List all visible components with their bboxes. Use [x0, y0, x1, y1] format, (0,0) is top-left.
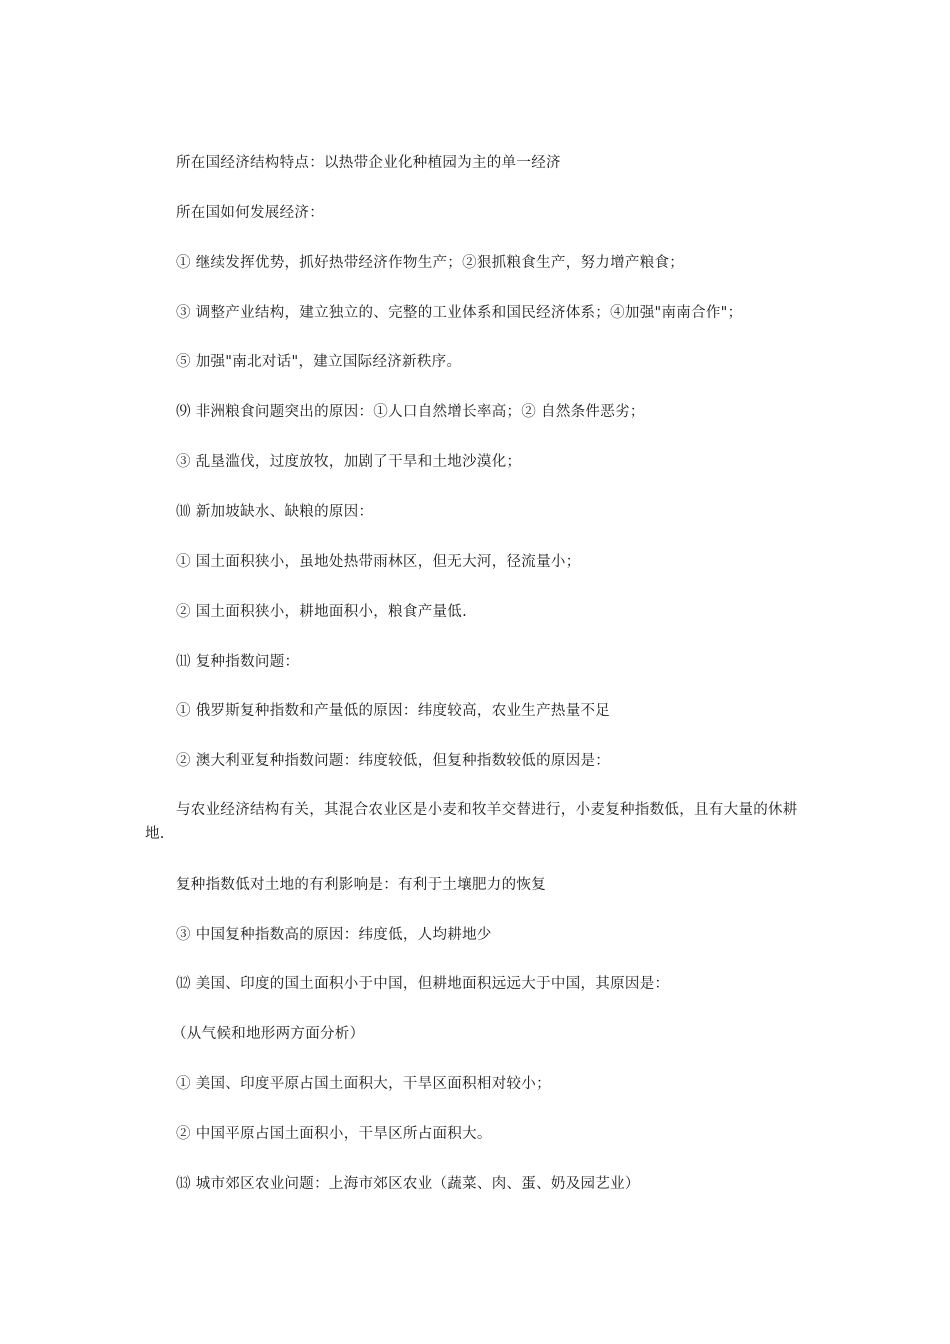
paragraph-item: ① 美国、印度平原占国土面积大，干旱区面积相对较小； — [176, 1076, 551, 1092]
paragraph-how-develop: 所在国如何发展经济： — [176, 205, 324, 221]
paragraph-section-10: ⑽ 新加坡缺水、缺粮的原因： — [176, 504, 374, 520]
paragraph-item: ② 国土面积狭小，耕地面积小，粮食产量低. — [176, 604, 468, 620]
paragraph-item: ① 继续发挥优势，抓好热带经济作物生产；②狠抓粮食生产，努力增产粮食； — [176, 255, 685, 271]
paragraph-item: ③ 中国复种指数高的原因：纬度低，人均耕地少 — [176, 927, 492, 943]
paragraph-item: ③ 调整产业结构，建立独立的、完整的工业体系和国民经济体系；④加强"南南合作"； — [176, 305, 743, 321]
paragraph-note: （从气候和地形两方面分析） — [172, 1026, 365, 1042]
paragraph-section-13: ⒀ 城市郊区农业问题：上海市郊区农业（蔬菜、肉、蛋、奶及园艺业） — [176, 1176, 640, 1192]
paragraph-item: ① 俄罗斯复种指数和产量低的原因：纬度较高，农业生产热量不足 — [176, 703, 611, 719]
paragraph-economic-structure: 所在国经济结构特点：以热带企业化种植园为主的单一经济 — [176, 155, 561, 171]
paragraph-body: 与农业经济结构有关，其混合农业区是小麦和牧羊交替进行，小麦复种指数低，且有大量的休耕地. — [145, 802, 798, 842]
paragraph-section-11: ⑾ 复种指数问题： — [176, 654, 300, 670]
paragraph-item: ③ 乱垦滥伐，过度放牧，加剧了干旱和土地沙漠化； — [176, 454, 522, 470]
paragraph-item: ① 国土面积狭小，虽地处热带雨林区，但无大河，径流量小； — [176, 554, 581, 570]
paragraph-section-12: ⑿ 美国、印度的国土面积小于中国，但耕地面积远远大于中国，其原因是： — [176, 976, 670, 992]
paragraph-item: ② 中国平原占国土面积小，干旱区所占面积大。 — [176, 1126, 492, 1142]
paragraph-item: ② 澳大利亚复种指数问题：纬度较低，但复种指数较低的原因是： — [176, 753, 611, 769]
paragraph-body: 复种指数低对土地的有利影响是：有利于土壤肥力的恢复 — [176, 877, 546, 893]
paragraph-section-9: ⑼ 非洲粮食问题突出的原因：①人口自然增长率高；② 自然条件恶劣； — [176, 404, 645, 420]
paragraph-item: ⑤ 加强"南北对话"，建立国际经济新秩序。 — [176, 354, 462, 370]
